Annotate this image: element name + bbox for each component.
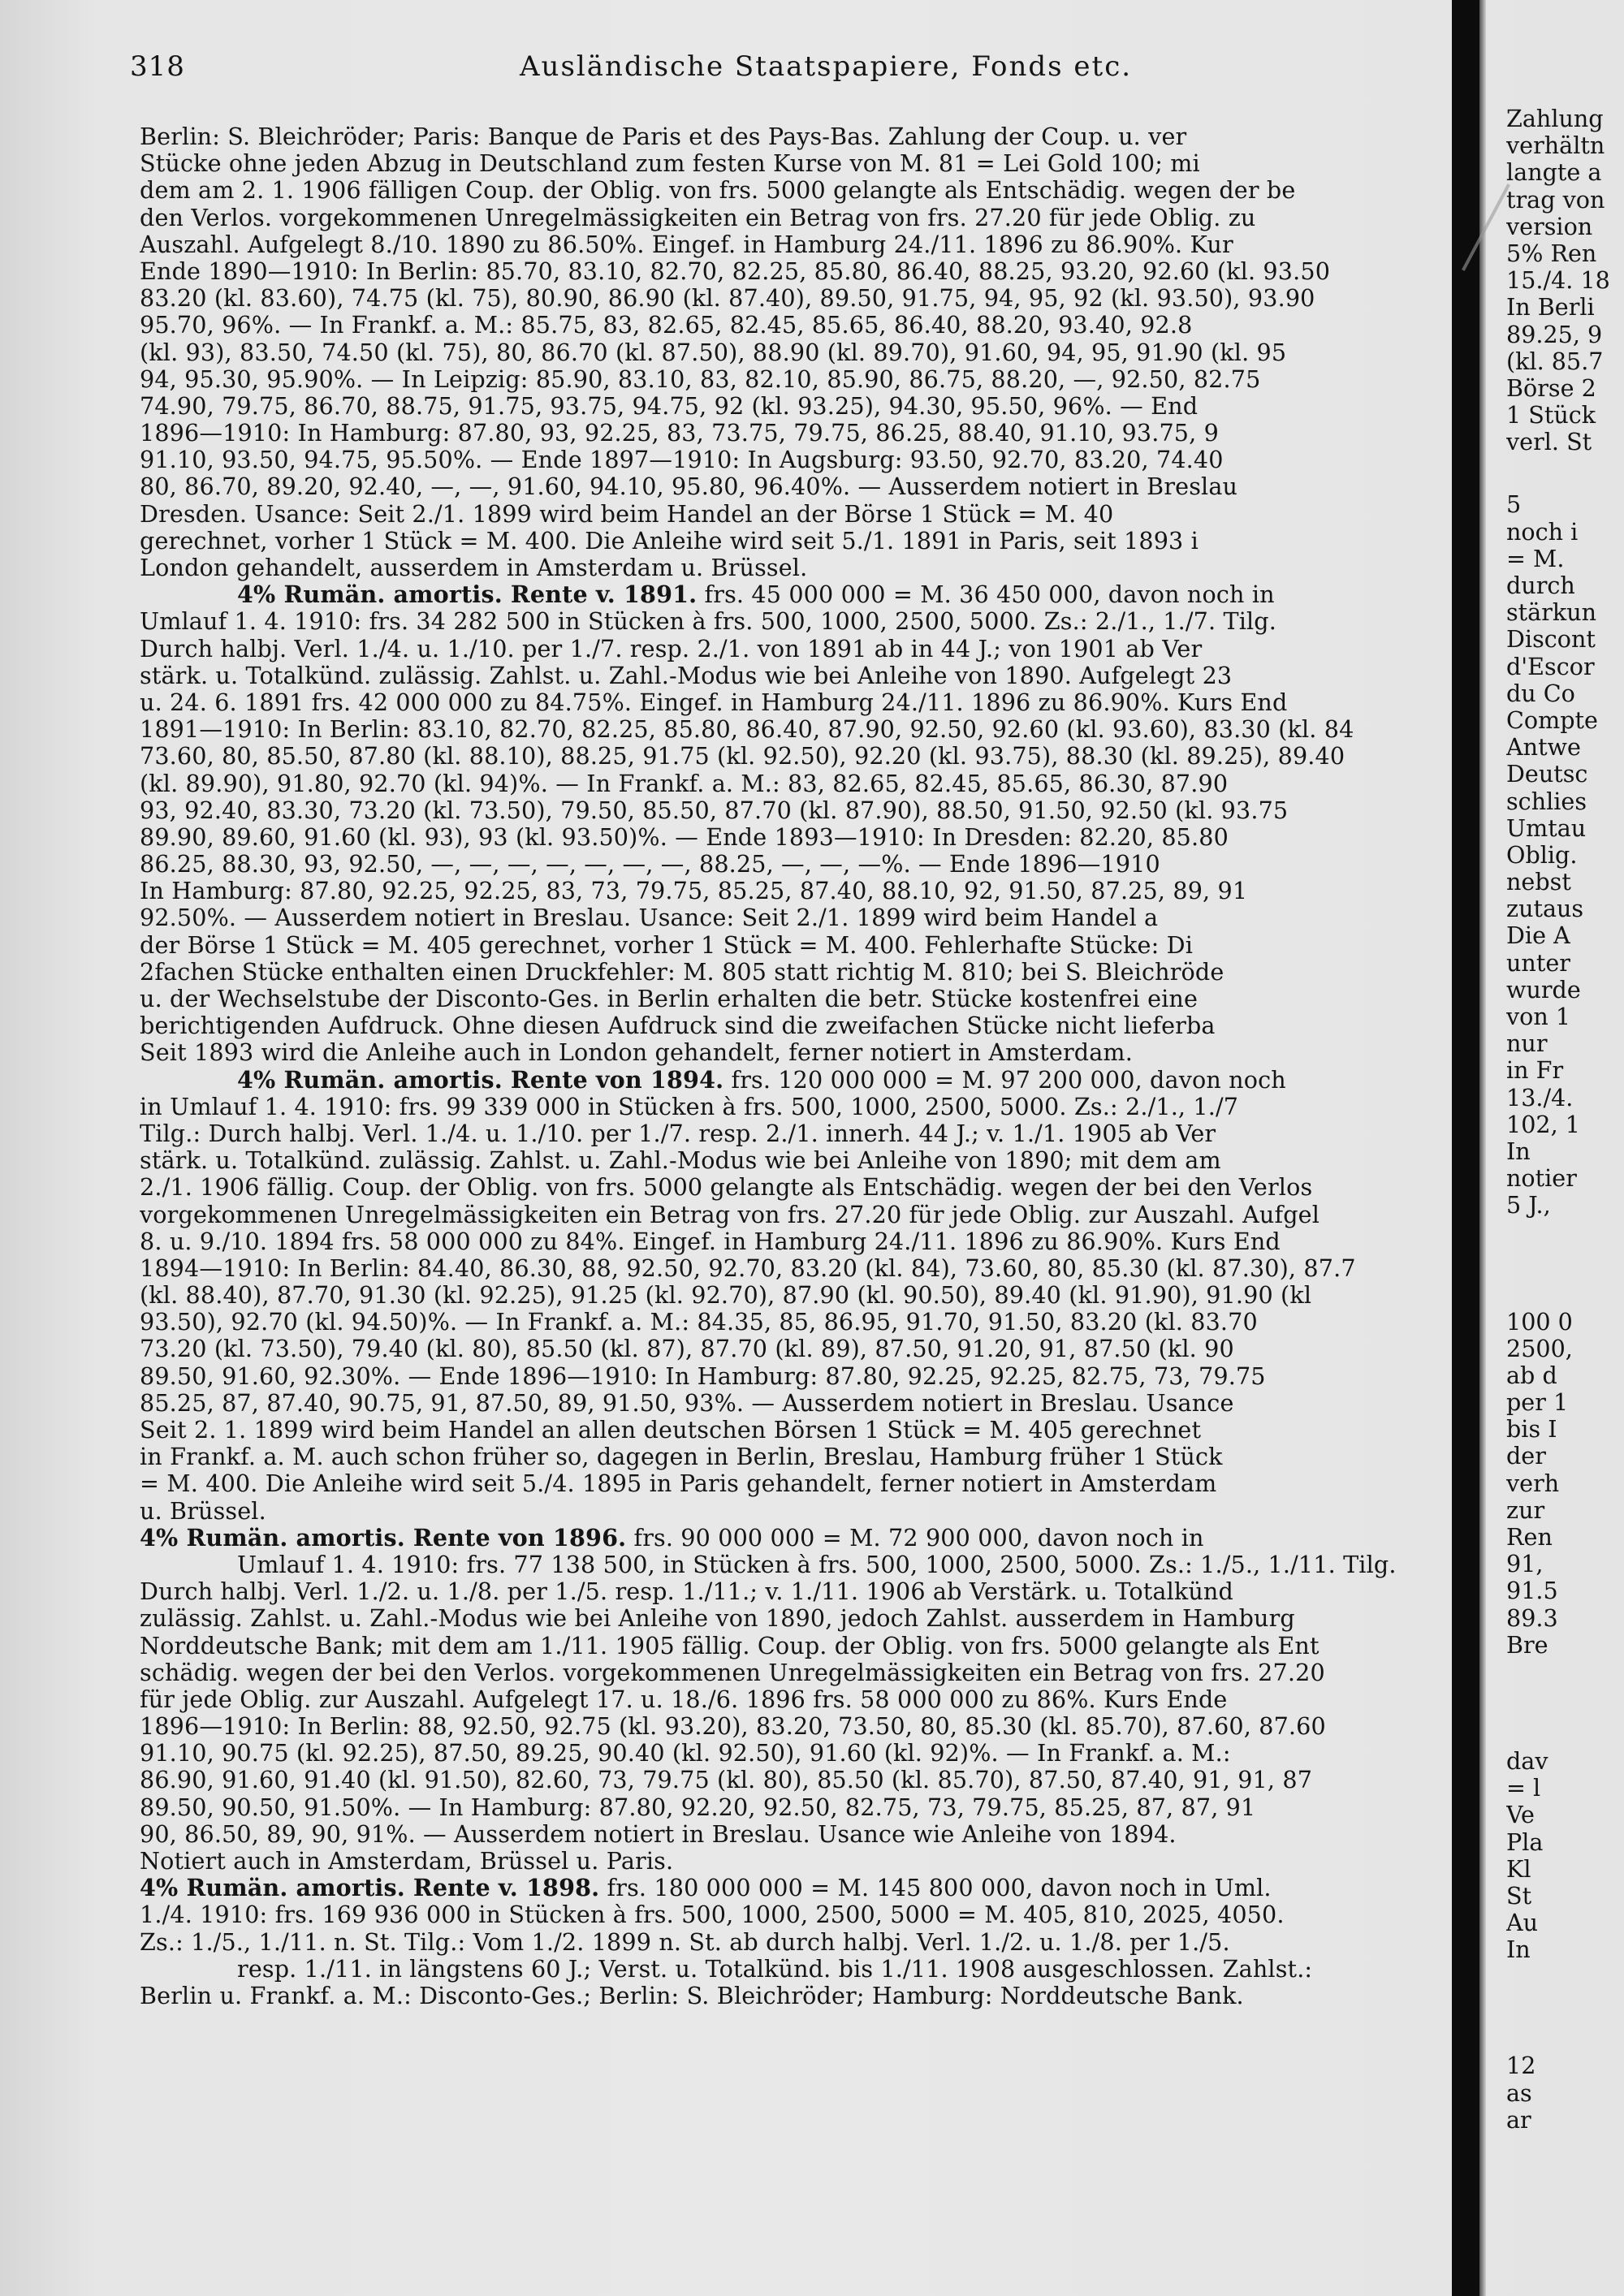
text-line: Durch halbj. Verl. 1./2. u. 1./8. per 1./5. resp. 1./11.; v. 1./11. 1906 ab Verstärk. u. Totalkünd (140, 1577, 1233, 1606)
page-gutter (1452, 0, 1479, 2296)
text-line: Seit 1893 wird die Anleihe auch in London gehandelt, ferner notiert in Amsterdam. (140, 1038, 1133, 1067)
fragment-line: Discont (1506, 625, 1596, 654)
text-line: 80, 86.70, 89.20, 92.40, —, —, 91.60, 94.10, 95.80, 96.40%. — Ausserdem notiert in Breslau (140, 473, 1238, 501)
running-head: Ausländische Staatspapiere, Fonds etc. (520, 50, 1133, 83)
text-line: 2./1. 1906 fällig. Coup. der Oblig. von frs. 5000 gelangte als Entschädig. wegen der bei den Verlos (140, 1173, 1313, 1202)
text-line: 95.70, 96%. — In Frankf. a. M.: 85.75, 83, 82.65, 82.45, 85.65, 86.40, 88.20, 93.40, 92.8 (140, 311, 1193, 339)
fragment-line: noch i (1506, 517, 1579, 546)
fragment-line: 100 0 (1506, 1307, 1573, 1336)
fragment-line: Ve (1506, 1801, 1535, 1829)
text-line: 91.10, 90.75 (kl. 92.25), 87.50, 89.25, 90.40 (kl. 92.50), 91.60 (kl. 92)%. — In Frankf. a. M.: (140, 1739, 1231, 1767)
text-line: Durch halbj. Verl. 1./4. u. 1./10. per 1./7. resp. 2./1. von 1891 ab in 44 J.; von 1901 ab Ver (140, 634, 1203, 662)
fragment-line: as (1506, 2078, 1532, 2107)
fragment-line: Oblig. (1506, 840, 1578, 869)
text-line: u. 24. 6. 1891 frs. 42 000 000 zu 84.75%. Eingef. in Hamburg 24./11. 1896 zu 86.90%. Kurs End (140, 688, 1288, 716)
fragment-line: Antwe (1506, 733, 1581, 762)
text-line: 83.20 (kl. 83.60), 74.75 (kl. 75), 80.90, 86.90 (kl. 87.40), 89.50, 91.75, 94, 95, 92 (kl. 93.50), 93.90 (140, 284, 1315, 313)
fragment-line: verhältn (1506, 132, 1605, 160)
fragment-line: 5% Ren (1506, 239, 1597, 267)
section-heading: 4% Rumän. amortis. Rente v. 1891. (237, 580, 698, 609)
text-line: 94, 95.30, 95.90%. — In Leipzig: 85.90, 83.10, 83, 82.10, 85.90, 86.75, 88.20, —, 92.50, 82.75 (140, 365, 1261, 393)
text-line: stärk. u. Totalkünd. zulässig. Zahlst. u. Zahl.-Modus wie bei Anleihe von 1890; mit dem am (140, 1146, 1221, 1175)
fragment-line: (kl. 85.7 (1506, 347, 1604, 375)
fragment-line: notier (1506, 1164, 1577, 1193)
text-line (140, 1067, 1471, 1094)
fragment-line: schlies (1506, 787, 1587, 815)
spacer (1506, 1963, 1624, 2052)
fragment-line: Umtau (1506, 814, 1587, 842)
text-line: 73.20 (kl. 73.50), 79.40 (kl. 80), 85.50 (kl. 87), 87.70 (kl. 89), 87.50, 91.20, 91, 87.50 (kl. 90 (140, 1335, 1234, 1363)
text-line: 8. u. 9./10. 1894 frs. 58 000 000 zu 84%. Eingef. in Hamburg 24./11. 1896 zu 86.90%. Kurs End (140, 1227, 1281, 1255)
fragment-line: 5 (1506, 490, 1522, 519)
fragment-line: Kl (1506, 1854, 1531, 1883)
text-line: stärk. u. Totalkünd. zulässig. Zahlst. u. Zahl.-Modus wie bei Anleihe von 1890. Aufgelegt 23 (140, 661, 1233, 689)
fragment-line: 102, 1 (1506, 1110, 1580, 1138)
text-line: 92.50%. — Ausserdem notiert in Breslau. Usance: Seit 2./1. 1899 wird beim Handel a (140, 904, 1159, 932)
text-line (140, 581, 1471, 608)
text-line: für jede Oblig. zur Auszahl. Aufgelegt 17. u. 18./6. 1896 frs. 58 000 000 zu 86%. Kurs Ende (140, 1685, 1228, 1713)
fragment-line: Die A (1506, 921, 1570, 950)
text-line: 73.60, 80, 85.50, 87.80 (kl. 88.10), 88.25, 91.75 (kl. 92.50), 92.20 (kl. 93.75), 88.30 (kl. 89.25), 89.40 (140, 742, 1345, 770)
fragment-line: nebst (1506, 868, 1571, 896)
fragment-line: 89.3 (1506, 1603, 1558, 1632)
fragment-line: Deutsc (1506, 760, 1588, 788)
text-line: 89.50, 90.50, 91.50%. — In Hamburg: 87.80, 92.20, 92.50, 82.75, 73, 79.75, 85.25, 87, 87, 91 (140, 1793, 1256, 1821)
fragment-line: zutaus (1506, 895, 1584, 923)
fragment-line: 12 (1506, 2052, 1536, 2080)
text-line: 74.90, 79.75, 86.70, 88.75, 91.75, 93.75, 94.75, 92 (kl. 93.25), 94.30, 95.50, 96%. — End (140, 391, 1199, 420)
fragment-line: unter (1506, 948, 1570, 977)
text-line: 1894—1910: In Berlin: 84.40, 86.30, 88, 92.50, 92.70, 83.20 (kl. 84), 73.60, 80, 85.30 (kl. 87.30), 87.7 (140, 1254, 1356, 1282)
fragment-line: 15./4. 18 (1506, 266, 1610, 295)
text-line: Berlin u. Frankf. a. M.: Disconto-Ges.; Berlin: S. Bleichröder; Hamburg: Norddeutsche Bank. (140, 1981, 1244, 2009)
main-text-column (140, 123, 1471, 2009)
fragment-line: Börse 2 (1506, 373, 1596, 402)
text-line: (kl. 88.40), 87.70, 91.30 (kl. 92.25), 91.25 (kl. 92.70), 87.90 (kl. 90.50), 89.40 (kl. 91.90), 91.90 (kl (140, 1281, 1312, 1310)
fragment-line: Ren (1506, 1523, 1553, 1551)
fragment-line: stärkun (1506, 598, 1597, 627)
text-line: Auszahl. Aufgelegt 8./10. 1890 zu 86.50%. Eingef. in Hamburg 24./11. 1896 zu 86.90%. Kur (140, 230, 1233, 258)
text-line: Ende 1890—1910: In Berlin: 85.70, 83.10, 82.70, 82.25, 85.80, 86.40, 88.25, 93.20, 92.60 (kl. 93.50 (140, 257, 1331, 285)
text-line: Berlin: S. Bleichröder; Paris: Banque de Paris et des Pays-Bas. Zahlung der Coup. u. ver (140, 123, 1187, 150)
fragment-line: 13./4. (1506, 1083, 1574, 1111)
fragment-line: 91.5 (1506, 1577, 1558, 1605)
fragment-line: zur (1506, 1495, 1545, 1524)
fragment-line: verh (1506, 1469, 1560, 1497)
text-line: in Umlauf 1. 4. 1910: frs. 99 339 000 in Stücken à frs. 500, 1000, 2500, 5000. Zs.: 2./1., 1./7 (140, 1092, 1239, 1120)
text-line: 89.90, 89.60, 91.60 (kl. 93), 93 (kl. 93.50)%. — Ende 1893—1910: In Dresden: 82.20, 85.80 (140, 822, 1229, 851)
text-line: 93, 92.40, 83.30, 73.20 (kl. 73.50), 79.50, 85.50, 87.70 (kl. 87.90), 88.50, 91.50, 92.50 (kl. 93.75 (140, 796, 1289, 824)
text-line: zulässig. Zahlst. u. Zahl.-Modus wie bei Anleihe von 1890, jedoch Zahlst. ausserdem in Hamburg (140, 1604, 1295, 1633)
line-rest: frs. 120 000 000 = M. 97 200 000, davon noch (723, 1065, 1286, 1094)
text-line: 1./4. 1910: frs. 169 936 000 in Stücken à frs. 500, 1000, 2500, 5000 = M. 405, 810, 2025, 4050. (140, 1901, 1285, 1929)
fragment-line: du Co (1506, 679, 1575, 707)
text-line: 86.90, 91.60, 91.40 (kl. 91.50), 82.60, 73, 79.75 (kl. 80), 85.50 (kl. 85.70), 87.50, 87.40, 91, 91, 87 (140, 1766, 1313, 1794)
fragment-line: dav (1506, 1746, 1548, 1775)
text-line: resp. 1./11. in längstens 60 J.; Verst. u. Totalkünd. bis 1./11. 1908 ausgeschlossen. Zahlst.: (237, 1954, 1313, 1983)
fragment-line: = M. (1506, 544, 1565, 572)
text-line: 85.25, 87, 87.40, 90.75, 91, 87.50, 89, 91.50, 93%. — Ausserdem notiert in Breslau. Usance (140, 1388, 1234, 1417)
fragment-line: trag von (1506, 185, 1605, 214)
text-line: 89.50, 91.60, 92.30%. — Ende 1896—1910: In Hamburg: 87.80, 92.25, 92.25, 82.75, 73, 79.75 (140, 1362, 1266, 1390)
section-heading: 4% Rumän. amortis. Rente v. 1898. (140, 1874, 600, 1902)
text-line: u. der Wechselstube der Disconto-Ges. in Berlin erhalten die betr. Stücke kostenfrei eine (140, 985, 1199, 1012)
fragment-line: ab d (1506, 1361, 1557, 1389)
text-line: gerechnet, vorher 1 Stück = M. 400. Die Anleihe wird seit 5./1. 1891 in Paris, seit 1893 i (140, 526, 1199, 555)
fragment-line: Zahlung (1506, 106, 1604, 132)
spacer (1506, 455, 1624, 491)
fragment-line: 91, (1506, 1550, 1544, 1578)
text-line: 93.50), 92.70 (kl. 94.50)%. — In Frankf. a. M.: 84.35, 85, 86.95, 91.70, 91.50, 83.20 (kl. 83.70 (140, 1308, 1258, 1336)
fragment-line: durch (1506, 572, 1575, 599)
fragment-line: 1 Stück (1506, 401, 1596, 429)
fragment-line: Pla (1506, 1828, 1544, 1856)
fragment-line: nur (1506, 1029, 1548, 1058)
text-line: 91.10, 93.50, 94.75, 95.50%. — Ende 1897—1910: In Augsburg: 93.50, 92.70, 83.20, 74.40 (140, 446, 1224, 474)
facing-page-fragment (1506, 106, 1624, 2134)
gutter-edge (1479, 0, 1486, 2296)
text-line: vorgekommenen Unregelmässigkeiten ein Betrag von frs. 27.20 für jede Oblig. zur Auszahl. Aufgel (140, 1200, 1320, 1228)
fragment-line: In (1506, 1137, 1531, 1165)
text-line: (kl. 89.90), 91.80, 92.70 (kl. 94)%. — In Frankf. a. M.: 83, 82.65, 82.45, 85.65, 86.30, 87.90 (140, 769, 1229, 797)
fragment-line: der (1506, 1442, 1546, 1470)
text-line: Zs.: 1./5., 1./11. n. St. Tilg.: Vom 1./2. 1899 n. St. ab durch halbj. Verl. 1./2. u. 1./8. per 1./5. (140, 1927, 1230, 1956)
text-line: (kl. 93), 83.50, 74.50 (kl. 75), 80, 86.70 (kl. 87.50), 88.90 (kl. 89.70), 91.60, 94, 95, 91.90 (kl. 95 (140, 338, 1287, 366)
text-line: Stücke ohne jeden Abzug in Deutschland zum festen Kurse von M. 81 = Lei Gold 100; mi (140, 149, 1200, 178)
fragment-line: in Fr (1506, 1056, 1564, 1085)
fragment-line: = l (1506, 1774, 1541, 1802)
fragment-line: 5 J., (1506, 1191, 1551, 1219)
text-line: 86.25, 88.30, 93, 92.50, —, —, —, —, —, —, —, 88.25, —, —, —%. — Ende 1896—1910 (140, 850, 1160, 878)
fragment-line: Bre (1506, 1630, 1548, 1659)
fragment-line: 89.25, 9 (1506, 320, 1603, 348)
fragment-line: ar (1506, 2105, 1531, 2134)
text-line: Dresden. Usance: Seit 2./1. 1899 wird beim Handel an der Börse 1 Stück = M. 40 (140, 499, 1114, 528)
line-rest: frs. 45 000 000 = M. 36 450 000, davon noch in (697, 580, 1275, 609)
section-heading: 4% Rumän. amortis. Rente von 1894. (237, 1065, 724, 1094)
text-line: 1896—1910: In Hamburg: 87.80, 93, 92.25, 83, 73.75, 79.75, 86.25, 88.40, 91.10, 93.75, 9 (140, 419, 1219, 447)
text-line: London gehandelt, ausserdem in Amsterdam u. Brüssel. (140, 554, 808, 581)
fragment-line: verl. St (1506, 428, 1592, 456)
fragment-line: d'Escor (1506, 652, 1595, 680)
spacer (1506, 1219, 1624, 1309)
text-line: 1896—1910: In Berlin: 88, 92.50, 92.75 (kl. 93.20), 83.20, 73.50, 80, 85.30 (kl. 85.70), 87.60, 87.60 (140, 1712, 1326, 1741)
fragment-line: langte a (1506, 158, 1602, 187)
line-rest: frs. 90 000 000 = M. 72 900 000, davon noch in (626, 1523, 1204, 1552)
text-line: den Verlos. vorgekommenen Unregelmässigkeiten ein Betrag von frs. 27.20 für jede Oblig. zu (140, 203, 1256, 231)
fragment-line: von 1 (1506, 1003, 1571, 1030)
text-line: In Hamburg: 87.80, 92.25, 92.25, 83, 73, 79.75, 85.25, 87.40, 88.10, 92, 91.50, 87.25, 89, 91 (140, 877, 1248, 905)
text-line: Tilg.: Durch halbj. Verl. 1./4. u. 1./10. per 1./7. resp. 2./1. innerh. 44 J.; v. 1./1. 1905 ab Ver (140, 1119, 1216, 1147)
fragment-line: Compte (1506, 706, 1598, 734)
fragment-line: Au (1506, 1909, 1539, 1937)
line-rest: frs. 180 000 000 = M. 145 800 000, davon noch in Uml. (599, 1874, 1272, 1902)
fragment-line: bis I (1506, 1415, 1557, 1444)
text-line: Norddeutsche Bank; mit dem am 1./11. 1905 fällig. Coup. der Oblig. von frs. 5000 gelangte als Ent (140, 1631, 1320, 1659)
page-header (130, 50, 1445, 91)
text-line: der Börse 1 Stück = M. 405 gerechnet, vorher 1 Stück = M. 400. Fehlerhafte Stücke: Di (140, 930, 1193, 959)
text-line: Umlauf 1. 4. 1910: frs. 77 138 500, in Stücken à frs. 500, 1000, 2500, 5000. Zs.: 1./5., 1./11. Tilg. (237, 1550, 1397, 1578)
text-line: 90, 86.50, 89, 90, 91%. — Ausserdem notiert in Breslau. Usance wie Anleihe von 1894. (140, 1819, 1177, 1848)
fragment-line: St (1506, 1881, 1532, 1910)
fragment-line: version (1506, 212, 1593, 240)
text-line: u. Brüssel. (140, 1496, 266, 1525)
text-line: berichtigenden Aufdruck. Ohne diesen Aufdruck sind die zweifachen Stücke nicht lieferba (140, 1012, 1216, 1040)
text-line: 1891—1910: In Berlin: 83.10, 82.70, 82.25, 85.80, 86.40, 87.90, 92.50, 92.60 (kl. 93.60), 83.30 (kl. 84 (140, 715, 1354, 744)
text-line (140, 1875, 1471, 1901)
page-number: 318 (130, 50, 185, 83)
fragment-line: In Berli (1506, 293, 1595, 322)
fragment-line: per 1 (1506, 1388, 1569, 1417)
text-line (140, 1525, 1471, 1552)
spacer (1506, 1659, 1624, 1748)
section-heading: 4% Rumän. amortis. Rente von 1896. (140, 1523, 627, 1552)
fragment-line: In (1506, 1936, 1531, 1964)
text-line: Notiert auch in Amsterdam, Brüssel u. Paris. (140, 1847, 674, 1875)
fragment-line: 2500, (1506, 1334, 1573, 1362)
text-line: Umlauf 1. 4. 1910: frs. 34 282 500 in Stücken à frs. 500, 1000, 2500, 5000. Zs.: 2./1., 1./7. Tilg. (140, 607, 1276, 636)
fragment-line: wurde (1506, 975, 1581, 1003)
text-line: in Frankf. a. M. auch schon früher so, dagegen in Berlin, Breslau, Hamburg früher 1 Stück (140, 1443, 1223, 1471)
text-line: schädig. wegen der bei den Verlos. vorgekommenen Unregelmässigkeiten ein Betrag von frs. 27.20 (140, 1658, 1325, 1686)
text-line: dem am 2. 1. 1906 fälligen Coup. der Oblig. von frs. 5000 gelangte als Entschädig. wegen der be (140, 176, 1296, 205)
text-line: Seit 2. 1. 1899 wird beim Handel an allen deutschen Börsen 1 Stück = M. 405 gerechnet (140, 1416, 1202, 1444)
text-line: = M. 400. Die Anleihe wird seit 5./4. 1895 in Paris gehandelt, ferner notiert in Amsterdam (140, 1470, 1217, 1498)
text-line: 2fachen Stücke enthalten einen Druckfehler: M. 805 statt richtig M. 810; bei S. Bleichröde (140, 957, 1224, 986)
